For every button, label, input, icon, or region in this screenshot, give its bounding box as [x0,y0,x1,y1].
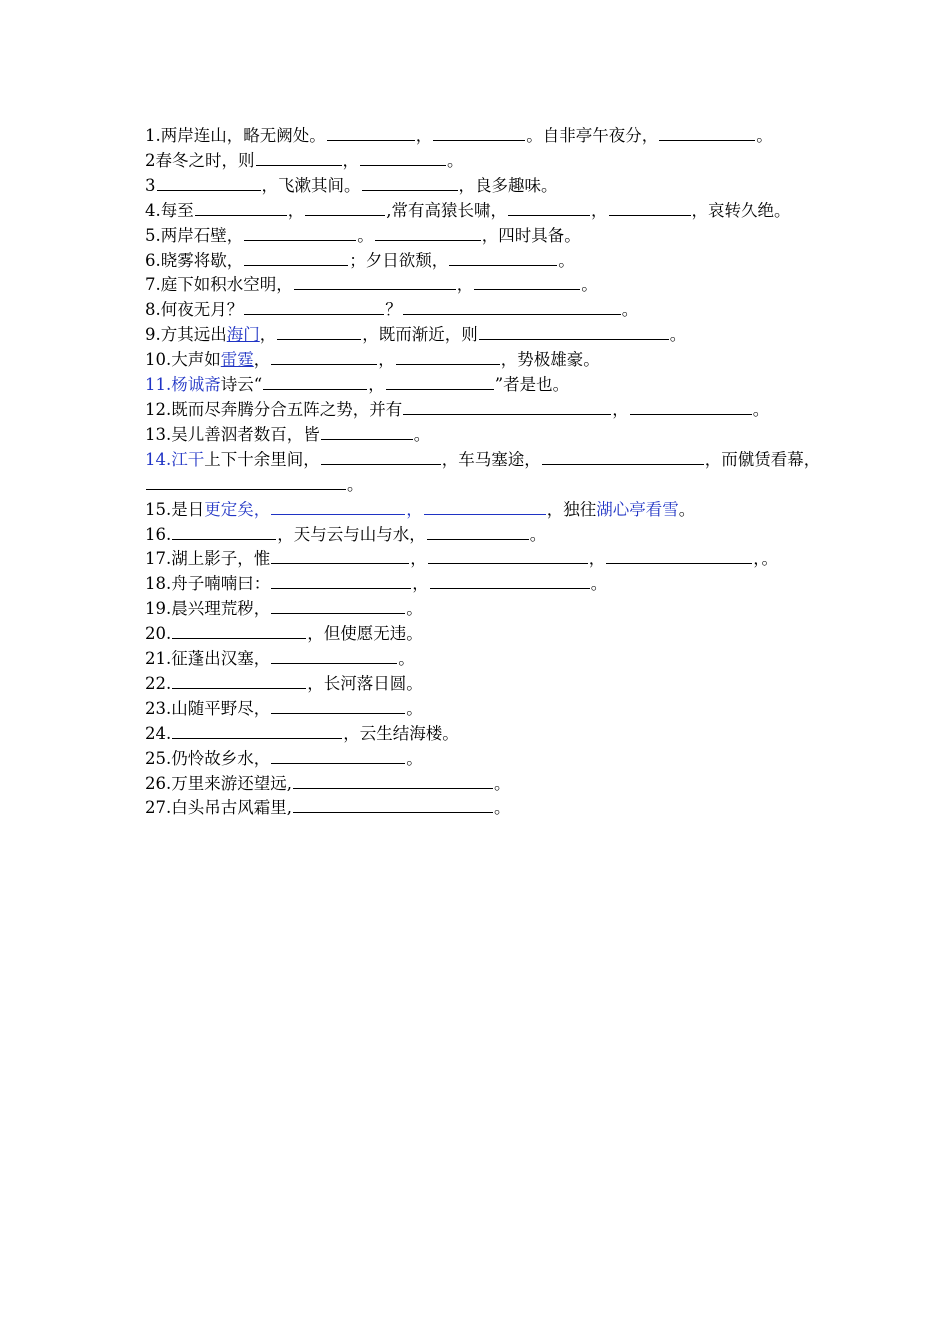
question-text: 。 [447,150,464,170]
question-text: 6.晓雾将歇， [145,250,244,270]
answer-blank [271,549,409,564]
question-text: 27.白头吊古风霜里, [145,798,292,818]
question-line [145,423,825,448]
question-text: 25.仍怜故乡水， [145,748,271,768]
question-line [145,796,825,821]
question-line [145,174,825,199]
question-text: 。 [581,275,598,295]
question-text: ，四时具备。 [481,225,581,245]
question-line [145,199,825,224]
question-text: ，哀转久绝。 [691,200,791,220]
answer-blank [271,699,405,714]
question-line [145,124,825,149]
answer-blank [386,375,494,390]
question-text: 10.大声如 [145,350,221,370]
question-line [145,398,825,423]
question-text: 16. [145,524,172,544]
question-line [145,323,825,348]
question-text: 9.方其远出 [145,325,227,345]
question-line [145,149,825,174]
question-text: ,常有高猿长啸， [386,200,507,220]
question-text: 。 [406,698,423,718]
question-text: ，但使愿无违。 [307,624,423,644]
question-text: 。 [678,499,696,519]
question-line [145,523,825,548]
worksheet-body [145,124,825,821]
answer-blank [305,201,385,216]
answer-blank [157,176,261,191]
answer-blank [271,599,405,614]
question-line [145,547,825,572]
question-text: 24. [145,723,172,743]
answer-blank [659,126,755,141]
question-text: ，云生结海楼。 [343,723,459,743]
question-text: 。 [752,399,770,419]
answer-blank [449,251,557,266]
question-text: 21.征蓬出汉塞， [145,649,271,669]
question-text: ；夕日欲颓， [349,250,449,270]
question-text: ，长河落日圆。 [307,673,423,693]
question-text: ”者是也。 [494,375,570,395]
hyperlink-term[interactable]: 雷霆 [220,350,254,370]
question-text: 。 [590,574,608,594]
question-text: 13.吴儿善泅者数百，皆 [145,424,320,444]
question-line [145,224,825,249]
answer-blank [271,500,405,515]
answer-blank [146,475,346,490]
question-text: 。自非亭午夜分， [526,126,659,145]
answer-blank [542,450,704,465]
answer-blank [321,450,441,465]
question-line [145,672,825,697]
question-text: 。 [756,126,773,145]
question-text: ， [415,126,433,145]
answer-blank [321,425,413,440]
answer-blank [172,525,276,540]
question-text: 。 [621,300,639,320]
question-text: 5.两岸石壁， [145,225,244,245]
answer-blank [277,325,361,340]
answer-blank [630,400,752,415]
question-line [145,747,825,772]
question-text: 。 [529,524,547,544]
answer-blank [271,749,405,764]
question-line [145,597,825,622]
answer-blank [430,574,590,589]
question-text: 。 [406,599,423,619]
question-line [145,348,825,373]
question-text: ，势极雄豪。 [500,350,600,370]
question-text: 。 [357,225,374,245]
answer-blank [606,549,752,564]
question-line [145,498,825,523]
question-line [145,697,825,722]
question-text: ，良多趣味。 [458,175,558,195]
answer-blank [327,126,415,141]
question-text: ， [378,350,395,370]
question-text: ，既而渐近，则 [362,325,478,345]
question-text: 。 [558,250,575,270]
question-text: 17.湖上影子，惟 [145,549,271,569]
question-text: ， [412,574,429,594]
question-line [145,622,825,647]
answer-blank [479,325,669,340]
answer-blank [271,649,397,664]
answer-blank [424,500,546,515]
question-line [145,448,825,498]
question-text: ， [612,399,629,419]
answer-blank [362,176,458,191]
question-line [145,273,825,298]
question-line [145,298,825,323]
question-text: 2春冬之时，则 [145,150,255,170]
answer-blank [360,151,446,166]
question-text: 上下十余里间， [204,449,320,469]
question-text: 7.庭下如积水空明， [145,275,293,295]
question-line [145,572,825,597]
answer-blank [172,724,342,739]
question-text: 3 [145,175,156,195]
question-text: 19.晨兴理荒秽， [145,599,271,619]
question-line [145,772,825,797]
answer-blank [396,350,500,365]
answer-blank [293,798,493,813]
question-text: ， [410,549,427,569]
highlighted-text: 湖心亭看雪 [596,499,679,519]
hyperlink-term[interactable]: 海门 [226,325,260,345]
question-text: 18.舟子喃喃曰： [145,574,271,594]
question-text: 20. [145,624,172,644]
question-text: 。 [347,474,364,494]
question-text: 。 [406,748,423,768]
question-text: 4.每至 [145,200,194,220]
question-text: 26.万里来游还望远, [145,773,292,793]
answer-blank [244,251,348,266]
highlighted-text: 14.江干 [145,449,205,469]
highlighted-text: ， [406,499,423,519]
answer-blank [474,275,580,290]
answer-blank [271,574,411,589]
question-text: ，飞漱其间。 [261,175,361,195]
question-text: ， [591,200,608,220]
question-text: ， [368,375,385,395]
answer-blank [195,201,287,216]
question-text: ， [287,200,305,220]
question-text: 。 [494,798,511,818]
answer-blank [172,674,306,689]
answer-blank [244,300,384,315]
question-line [145,249,825,274]
question-text: ，车马塞途， [441,449,541,469]
question-text: 诗云“ [220,375,263,395]
answer-blank [172,624,306,639]
answer-blank [403,300,621,315]
question-text: 15.是日 [145,499,205,519]
question-text: ？ [385,300,402,320]
question-line [145,647,825,672]
question-text: 。 [494,773,511,793]
question-text: ，独往 [546,499,597,519]
answer-blank [609,201,691,216]
question-text: ， [253,350,271,370]
question-line [145,722,825,747]
answer-blank [293,774,493,789]
question-text: 。 [413,424,431,444]
answer-blank [428,549,588,564]
question-text: ， [342,150,359,170]
highlighted-text: 11.杨诚斋 [145,375,221,395]
answer-blank [433,126,525,141]
answer-blank [271,350,377,365]
answer-blank [263,375,367,390]
question-line [145,373,825,398]
question-text: ， [588,549,606,569]
answer-blank [244,226,356,241]
question-text: ， [259,325,277,345]
question-text: ，。 [753,549,778,569]
question-text: ， [456,275,474,295]
answer-blank [375,226,481,241]
question-text: 1.两岸连山，略无阙处。 [145,126,326,145]
question-text: ，而僦赁看幕， [704,449,821,469]
answer-blank [403,400,611,415]
answer-blank [294,275,456,290]
answer-blank [427,525,529,540]
question-text: 22. [145,673,172,693]
question-text: 。 [398,649,415,669]
question-text: 12.既而尽奔腾分合五阵之势，并有 [145,399,403,419]
question-text: 。 [669,325,687,345]
question-text: ，天与云与山与水， [277,524,426,544]
answer-blank [508,201,590,216]
question-text: 8.何夜无月？ [145,300,244,320]
highlighted-text: 更定矣， [204,499,271,519]
question-text: 23.山随平野尽， [145,698,271,718]
answer-blank [256,151,342,166]
